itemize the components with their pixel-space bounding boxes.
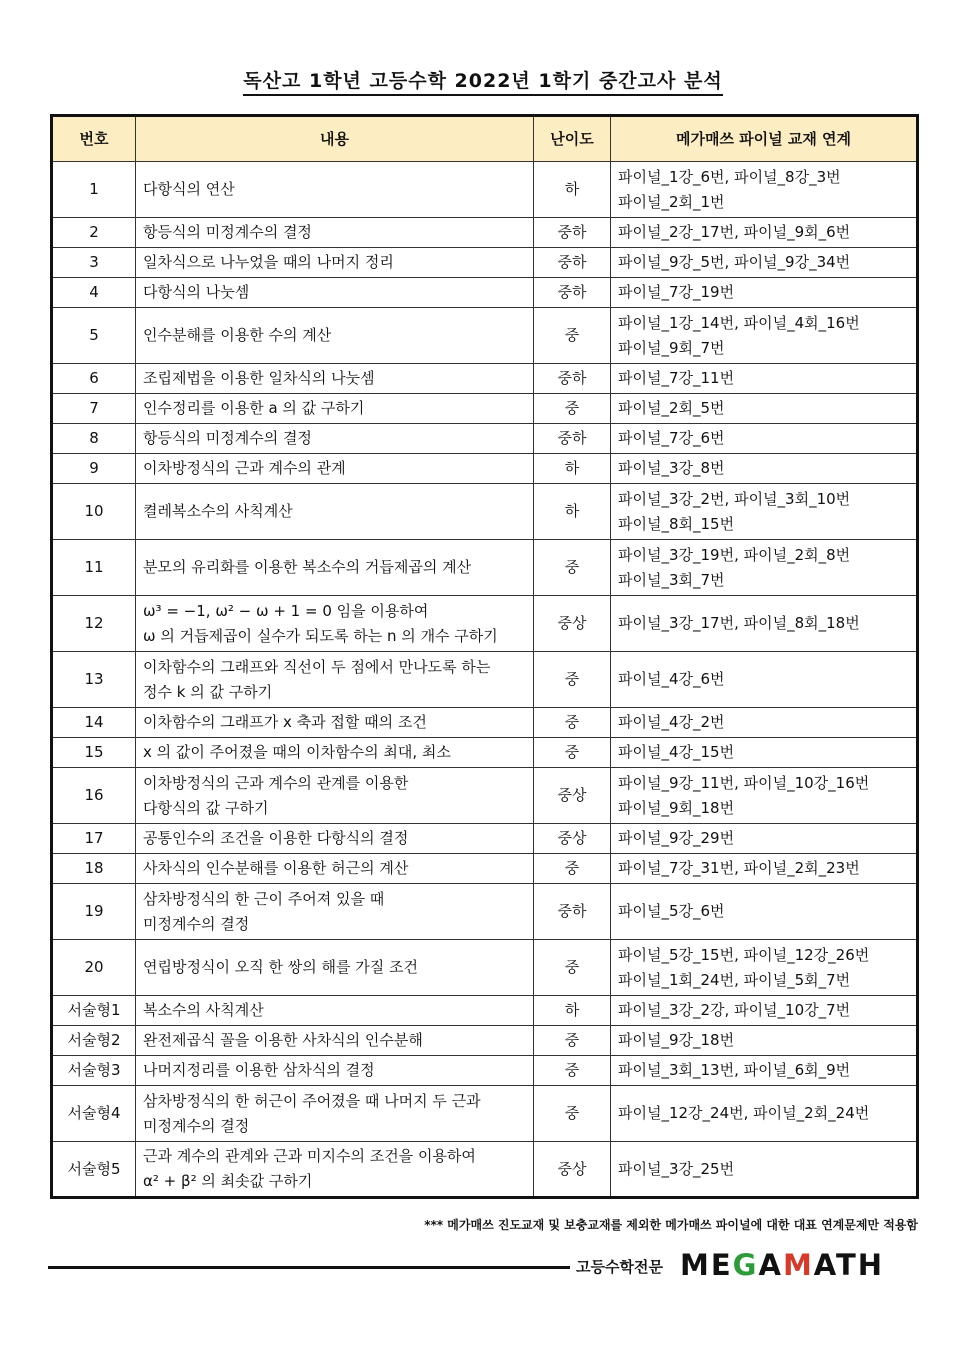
content-line: 미정계수의 결정	[143, 1116, 250, 1135]
table-row	[52, 854, 918, 884]
link-line: 파이널_9강_18번	[618, 1031, 735, 1049]
row-linked-problems	[611, 540, 918, 596]
table-row	[52, 424, 918, 454]
row-linked-problems	[611, 1056, 918, 1086]
row-number: 8	[52, 424, 136, 454]
link-line: 파이널_5강_6번	[618, 902, 725, 920]
row-number: 7	[52, 394, 136, 424]
content-line: 미정계수의 결정	[143, 914, 250, 933]
row-linked-problems	[611, 454, 918, 484]
link-line: 파이널_7강_11번	[618, 369, 735, 387]
content-line: α² + β² 의 최솟값 구하기	[143, 1172, 313, 1190]
content-line: ω 의 거듭제곱이 실수가 되도록 하는 n 의 개수 구하기	[143, 626, 498, 645]
table-row	[52, 1056, 918, 1086]
row-difficulty: 중하	[534, 248, 611, 278]
link-line: 파이널_2회_1번	[618, 192, 725, 211]
content-line: 완전제곱식 꼴을 이용한 사차식의 인수분해	[143, 1031, 423, 1049]
row-number: 20	[52, 940, 136, 996]
row-number: 2	[52, 218, 136, 248]
row-number: 3	[52, 248, 136, 278]
row-number: 11	[52, 540, 136, 596]
row-content	[136, 1026, 534, 1056]
row-content	[136, 218, 534, 248]
row-difficulty: 중상	[534, 768, 611, 824]
header-num: 번호	[52, 116, 136, 162]
row-content	[136, 738, 534, 768]
row-content	[136, 768, 534, 824]
row-difficulty: 중	[534, 738, 611, 768]
row-linked-problems	[611, 308, 918, 364]
content-line: 삼차방정식의 한 근이 주어져 있을 때	[143, 889, 385, 908]
content-line: x 의 값이 주어졌을 때의 이차함수의 최대, 최소	[143, 743, 451, 761]
row-difficulty: 중	[534, 940, 611, 996]
link-line: 파이널_7강_31번, 파이널_2회_23번	[618, 859, 860, 877]
content-line: 항등식의 미정계수의 결정	[143, 223, 312, 241]
row-linked-problems	[611, 1086, 918, 1142]
table-row	[52, 308, 918, 364]
link-line: 파이널_8회_15번	[618, 514, 735, 533]
row-linked-problems	[611, 424, 918, 454]
row-number: 9	[52, 454, 136, 484]
link-line: 파이널_4강_6번	[618, 670, 725, 688]
row-content	[136, 854, 534, 884]
link-line: 파이널_7강_19번	[618, 283, 735, 301]
row-linked-problems	[611, 1142, 918, 1198]
table-row	[52, 996, 918, 1026]
table-row	[52, 454, 918, 484]
content-line: 이차방정식의 근과 계수의 관계	[143, 459, 346, 477]
content-line: ω³ = −1, ω² − ω + 1 = 0 임을 이용하여	[143, 601, 429, 620]
table-body	[52, 162, 918, 1198]
table-row	[52, 278, 918, 308]
link-line: 파이널_12강_24번, 파이널_2회_24번	[618, 1104, 870, 1122]
row-content	[136, 454, 534, 484]
row-number: 12	[52, 596, 136, 652]
table-row	[52, 652, 918, 708]
row-content	[136, 484, 534, 540]
row-difficulty: 중하	[534, 884, 611, 940]
footer-rule	[48, 1266, 570, 1269]
table-row	[52, 596, 918, 652]
row-difficulty: 중	[534, 1026, 611, 1056]
table-row	[52, 1026, 918, 1056]
row-content	[136, 652, 534, 708]
link-line: 파이널_3강_17번, 파이널_8회_18번	[618, 614, 860, 632]
content-line: 인수정리를 이용한 a 의 값 구하기	[143, 399, 365, 417]
row-number: 6	[52, 364, 136, 394]
row-difficulty: 하	[534, 484, 611, 540]
row-content	[136, 424, 534, 454]
table-row	[52, 484, 918, 540]
link-line: 파이널_9회_18번	[618, 798, 735, 817]
row-linked-problems	[611, 162, 918, 218]
row-linked-problems	[611, 364, 918, 394]
content-line: 복소수의 사칙계산	[143, 1001, 264, 1019]
table-row	[52, 1086, 918, 1142]
row-difficulty: 중	[534, 308, 611, 364]
table-row	[52, 1142, 918, 1198]
table-row	[52, 364, 918, 394]
row-content	[136, 708, 534, 738]
row-linked-problems	[611, 248, 918, 278]
row-content	[136, 884, 534, 940]
content-line: 다항식의 연산	[143, 180, 235, 198]
link-line: 파이널_3회_13번, 파이널_6회_9번	[618, 1061, 851, 1079]
table-row	[52, 394, 918, 424]
link-line: 파이널_3강_19번, 파이널_2회_8번	[618, 545, 851, 564]
row-content	[136, 1142, 534, 1198]
table-row	[52, 768, 918, 824]
row-number: 19	[52, 884, 136, 940]
row-difficulty: 중	[534, 708, 611, 738]
link-line: 파이널_1강_6번, 파이널_8강_3번	[618, 167, 841, 186]
row-linked-problems	[611, 278, 918, 308]
row-difficulty: 중하	[534, 424, 611, 454]
content-line: 조립제법을 이용한 일차식의 나눗셈	[143, 369, 375, 387]
content-line: 나머지정리를 이용한 삼차식의 결정	[143, 1061, 375, 1079]
row-difficulty: 중	[534, 394, 611, 424]
row-linked-problems	[611, 708, 918, 738]
table-header-row	[52, 116, 918, 162]
row-difficulty: 중상	[534, 1142, 611, 1198]
row-content	[136, 1056, 534, 1086]
row-linked-problems	[611, 394, 918, 424]
row-linked-problems	[611, 652, 918, 708]
content-line: 분모의 유리화를 이용한 복소수의 거듭제곱의 계산	[143, 558, 472, 576]
megamath-logo: MEGAMATH	[680, 1248, 885, 1282]
link-line: 파이널_9강_5번, 파이널_9강_34번	[618, 253, 851, 271]
table-row	[52, 708, 918, 738]
link-line: 파이널_9강_11번, 파이널_10강_16번	[618, 773, 870, 792]
row-difficulty: 하	[534, 454, 611, 484]
row-content	[136, 278, 534, 308]
link-line: 파이널_3강_8번	[618, 459, 725, 477]
brand-subtitle: 고등수학전문	[576, 1258, 663, 1276]
content-line: 이차함수의 그래프가 x 축과 접할 때의 조건	[143, 713, 427, 731]
row-difficulty: 중상	[534, 596, 611, 652]
row-linked-problems	[611, 824, 918, 854]
link-line: 파이널_4강_2번	[618, 713, 725, 731]
row-linked-problems	[611, 1026, 918, 1056]
row-content	[136, 1086, 534, 1142]
row-number: 4	[52, 278, 136, 308]
row-number: 10	[52, 484, 136, 540]
row-number: 서술형4	[52, 1086, 136, 1142]
analysis-table	[50, 114, 919, 1199]
row-linked-problems	[611, 596, 918, 652]
row-content	[136, 248, 534, 278]
row-difficulty: 하	[534, 996, 611, 1026]
row-difficulty: 중하	[534, 364, 611, 394]
link-line: 파이널_3강_2번, 파이널_3회_10번	[618, 489, 851, 508]
content-line: 정수 k 의 값 구하기	[143, 682, 273, 701]
row-content	[136, 540, 534, 596]
row-linked-problems	[611, 854, 918, 884]
header-content: 내용	[136, 116, 534, 162]
content-line: 다항식의 나눗셈	[143, 283, 250, 301]
row-number: 서술형1	[52, 996, 136, 1026]
row-difficulty: 중	[534, 854, 611, 884]
table-row	[52, 884, 918, 940]
row-number: 13	[52, 652, 136, 708]
row-number: 서술형2	[52, 1026, 136, 1056]
row-number: 17	[52, 824, 136, 854]
table-row	[52, 540, 918, 596]
header-link: 메가매쓰 파이널 교재 연계	[611, 116, 918, 162]
content-line: 근과 계수의 관계와 근과 미지수의 조건을 이용하여	[143, 1147, 476, 1165]
table-row	[52, 218, 918, 248]
row-number: 서술형5	[52, 1142, 136, 1198]
content-line: 이차방정식의 근과 계수의 관계를 이용한	[143, 773, 409, 792]
content-line: 이차함수의 그래프와 직선이 두 점에서 만나도록 하는	[143, 657, 491, 676]
row-number: 18	[52, 854, 136, 884]
table-row	[52, 824, 918, 854]
link-line: 파이널_9회_7번	[618, 338, 725, 357]
row-linked-problems	[611, 996, 918, 1026]
content-line: 항등식의 미정계수의 결정	[143, 429, 312, 447]
row-number: 14	[52, 708, 136, 738]
row-number: 서술형3	[52, 1056, 136, 1086]
row-difficulty: 중	[534, 1056, 611, 1086]
content-line: 다항식의 값 구하기	[143, 798, 269, 817]
content-line: 켤레복소수의 사칙계산	[143, 502, 293, 520]
row-difficulty: 하	[534, 162, 611, 218]
header-level: 난이도	[534, 116, 611, 162]
footnote: *** 메가매쓰 진도교재 및 보충교재를 제외한 메가매쓰 파이널에 대한 대표 연계문제만 적용함	[424, 1218, 918, 1232]
page-title: 독산고 1학년 고등수학 2022년 1학기 중간고사 분석	[0, 66, 966, 93]
row-content	[136, 996, 534, 1026]
link-line: 파이널_1회_24번, 파이널_5회_7번	[618, 970, 851, 989]
table-row	[52, 248, 918, 278]
content-line: 일차식으로 나누었을 때의 나머지 정리	[143, 253, 394, 271]
link-line: 파이널_3강_25번	[618, 1159, 735, 1178]
row-content	[136, 824, 534, 854]
row-linked-problems	[611, 218, 918, 248]
content-line: 삼차방정식의 한 허근이 주어졌을 때 나머지 두 근과	[143, 1091, 481, 1110]
row-difficulty: 중하	[534, 278, 611, 308]
row-linked-problems	[611, 768, 918, 824]
content-line: 연립방정식이 오직 한 쌍의 해를 가질 조건	[143, 958, 418, 976]
link-line: 파이널_2강_17번, 파이널_9회_6번	[618, 223, 851, 241]
link-line: 파이널_1강_14번, 파이널_4회_16번	[618, 313, 860, 332]
row-difficulty: 중하	[534, 218, 611, 248]
row-difficulty: 중	[534, 652, 611, 708]
content-line: 사차식의 인수분해를 이용한 허근의 계산	[143, 859, 409, 877]
row-number: 16	[52, 768, 136, 824]
link-line: 파이널_5강_15번, 파이널_12강_26번	[618, 945, 870, 964]
content-line: 공통인수의 조건을 이용한 다항식의 결정	[143, 829, 409, 847]
link-line: 파이널_9강_29번	[618, 829, 735, 847]
table-row	[52, 940, 918, 996]
content-line: 인수분해를 이용한 수의 계산	[143, 326, 332, 344]
row-content	[136, 364, 534, 394]
row-difficulty: 중	[534, 540, 611, 596]
link-line: 파이널_4강_15번	[618, 743, 735, 761]
link-line: 파이널_2회_5번	[618, 399, 725, 417]
row-content	[136, 162, 534, 218]
row-number: 15	[52, 738, 136, 768]
row-content	[136, 940, 534, 996]
row-content	[136, 394, 534, 424]
table-row	[52, 738, 918, 768]
row-linked-problems	[611, 738, 918, 768]
row-content	[136, 596, 534, 652]
link-line: 파이널_3회_7번	[618, 570, 725, 589]
row-linked-problems	[611, 940, 918, 996]
row-content	[136, 308, 534, 364]
row-linked-problems	[611, 884, 918, 940]
link-line: 파이널_3강_2강, 파이널_10강_7번	[618, 1001, 851, 1019]
row-difficulty: 중상	[534, 824, 611, 854]
row-linked-problems	[611, 484, 918, 540]
row-difficulty: 중	[534, 1086, 611, 1142]
table-row	[52, 162, 918, 218]
row-number: 1	[52, 162, 136, 218]
row-number: 5	[52, 308, 136, 364]
link-line: 파이널_7강_6번	[618, 429, 725, 447]
